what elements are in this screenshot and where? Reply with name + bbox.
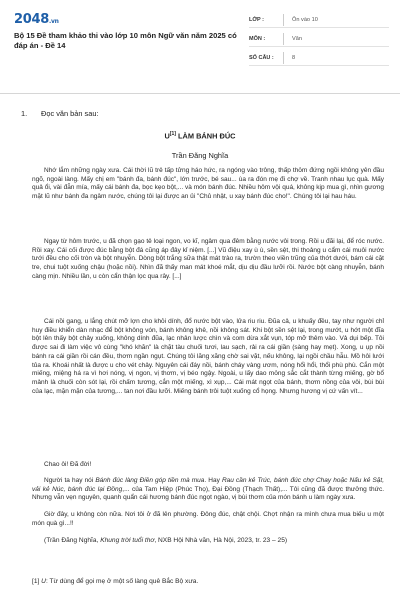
story-paragraph: Nhớ lắm những ngày xưa. Cái thời lũ trẻ tấp tửng háo hức, ra ngóng vào trông, thấp thỏm đứng ngồi không yên đầu ngõ, ngoài làng. Mấy chị em "bánh đa, bánh đúc", lớn trước, bé sau... ùa ra đón mẹ đi chợ về. Tranh nhau lục quà. Mấy quả ổi, vài đẫn mía, mấy cái bánh đa, bọc kẹo bột,... và món bánh đúc. Nhiều hôm vội quá, không kịp mua gì, nhìn gương mặt lũ như bánh đa ngâm nước, chúng tôi lại được an ủi "Chủ nhật, u xay bánh đúc cho!". Chúng tôi lại hau háu.	[32, 167, 384, 201]
story-paragraph: Cái nồi gang, u lắng chút mỡ lợn cho khỏi dính, đổ nước bột vào, lửa riu riu. Đũa cả, u khuấy đều, tay như người chỉ huy điều khiển dàn nhạc để bột không vón, bánh không khê, nồi không sát. Khi bột sền sệt lại, trong mướt, u hớt một đĩa bột lên thấy bột chảy xuống, không dính đũa, lạc nhân lược chìn và com dừa xắt vụn, tóp mỡ thêm vào. Vả dụi bếp. Tôi được sai đi làm việc vô cùng "khó khăn" là chặt tàu chuối tươi, lau sạch, rải ra cái giần (sàng hay mẹt). Xong, u ụp nồi bánh ra cái giần rồi cán đều, thơm ngần ngụt. Chúng tôi lăng xăng chờ sai vặt, nếu không, lại ngồi chầu hẫu. Mồ hôi lưới tủa ra. Khoái nhất là được u cho vét chảy. Nguyên cái đáy nồi, bánh cháy vàng ươm, nóng hổi hổi, thổi phù phù. Cắn một miếng, miệng há ra vì hơi nóng, vị ngon, vị thơm, vị béo ngậy. Ngoài, u lấy dao mỏng sắc cắt thành từng miếng, gờ bổ mảnh là chuối còn sót lại, rồi chấm tương, cắn một miếng, xì xụp,... Cái mát ngọt của bánh, thơm nồng của vôi, bùi bùi của lạc, mặn mặn của tương,... tan nơi đầu lưỡi. Miếng bánh trôi tuột xuống cổ họng. Nhưng hương vị cứ vấn vít...	[32, 318, 384, 395]
meta-label: LỚP :	[249, 16, 264, 23]
story-title-text: LÀM BÁNH ĐÚC	[175, 131, 236, 141]
source-citation: (Trần Đăng Nghĩa, Khung trời tuổi thơ, NXB Hội Nhà văn, Hà Nội, 2023, tr. 23 – 25)	[44, 537, 288, 544]
meta-divider	[283, 52, 284, 64]
story-paragraph: Ngay từ hôm trước, u đã chọn gạo tẻ loại ngon, vo kĩ, ngâm qua đêm bằng nước vôi trong. Rồi u đãi lại, để róc nước. Rồi xay. Cái cối được đúc bằng bột đá cũng áp đây kỉ niệm. [...] Vũ điệu xay ù ù, sền sệt, thi thoảng u cẩm cái muôi nước tưới đều cho cối tròn và bột nhuyễn. Dòng bột trắng sữa thật mát trào ra, trườn theo viền trũng của thớt dưới, bám cái cặt tre, chui tuột xuống chậu (hoặc nồi). Nhìn đã thấy man mát khoé mắt, dịu dịu đầu lưỡi rồi. Nước bột càng nhuyễn, bánh càng mịn. Nhiều lần, u còn cẩn thận lọc qua rây. [...]	[32, 238, 384, 280]
meta-label: SỐ CÂU :	[249, 54, 274, 61]
meta-divider	[283, 33, 284, 45]
meta-row-subject	[249, 31, 389, 47]
footnote	[32, 578, 384, 585]
page-header	[0, 0, 400, 94]
footnote-mark: [1]	[32, 578, 42, 585]
meta-value: Văn	[292, 35, 302, 42]
question-number: 1.	[21, 109, 28, 118]
story-author: Trần Đăng Nghĩa	[171, 151, 229, 160]
question-text: Đọc văn bản sau:	[41, 109, 99, 118]
footnote-ref[interactable]: [1]	[169, 131, 176, 137]
logo-suffix: .vn	[48, 18, 59, 25]
story-title	[0, 131, 400, 140]
story-paragraph: Người ta hay nói Bánh đúc làng Điền góp tiền mà mua. Hay Rau cần kẻ Trúc, bánh đúc chợ Chay hoặc Nấu kẻ Sặt, vải kẻ Núc, bánh đúc lại Đồng,... của Tam Hiệp (Phúc Thọ), Đại Đồng (Thạch Thất),... Tôi cũng đã được thưởng thức. Nhưng vẫn vẹn nguyên, quanh quẩn cái hương bánh đúc ngọt ngào, vị bùi thơm của món bánh u làm ngày xưa.	[32, 477, 385, 502]
meta-value: Ôn vào 10	[292, 16, 318, 23]
meta-divider	[283, 14, 284, 26]
meta-row-class	[249, 12, 389, 28]
logo-main: 2048	[14, 12, 49, 27]
footnote-text: : Từ dùng để gọi mẹ ở một số làng quê Bắc Bộ xưa.	[45, 578, 199, 585]
story-paragraph: Chao ôi! Đã đời!	[44, 461, 92, 468]
meta-row-question-count	[249, 50, 389, 66]
story-title-prefix: U	[164, 131, 170, 141]
meta-value: 8	[292, 54, 296, 61]
footnote-term: U	[41, 578, 46, 585]
exam-title: Bộ 15 Đề tham khảo thi vào lớp 10 môn Ngữ văn năm 2025 có đáp án - Đề 14	[14, 31, 237, 50]
site-logo[interactable]	[14, 12, 59, 27]
question-prompt	[21, 109, 99, 118]
meta-label: MÔN :	[249, 35, 266, 42]
exam-meta	[249, 12, 389, 69]
story-paragraph: Giờ đây, u không còn nữa. Nơi tôi ở đã lên phường. Đông đúc, chật chội. Chợt nhận ra mình chưa mua biếu u một món quà gì...!!	[32, 511, 384, 527]
